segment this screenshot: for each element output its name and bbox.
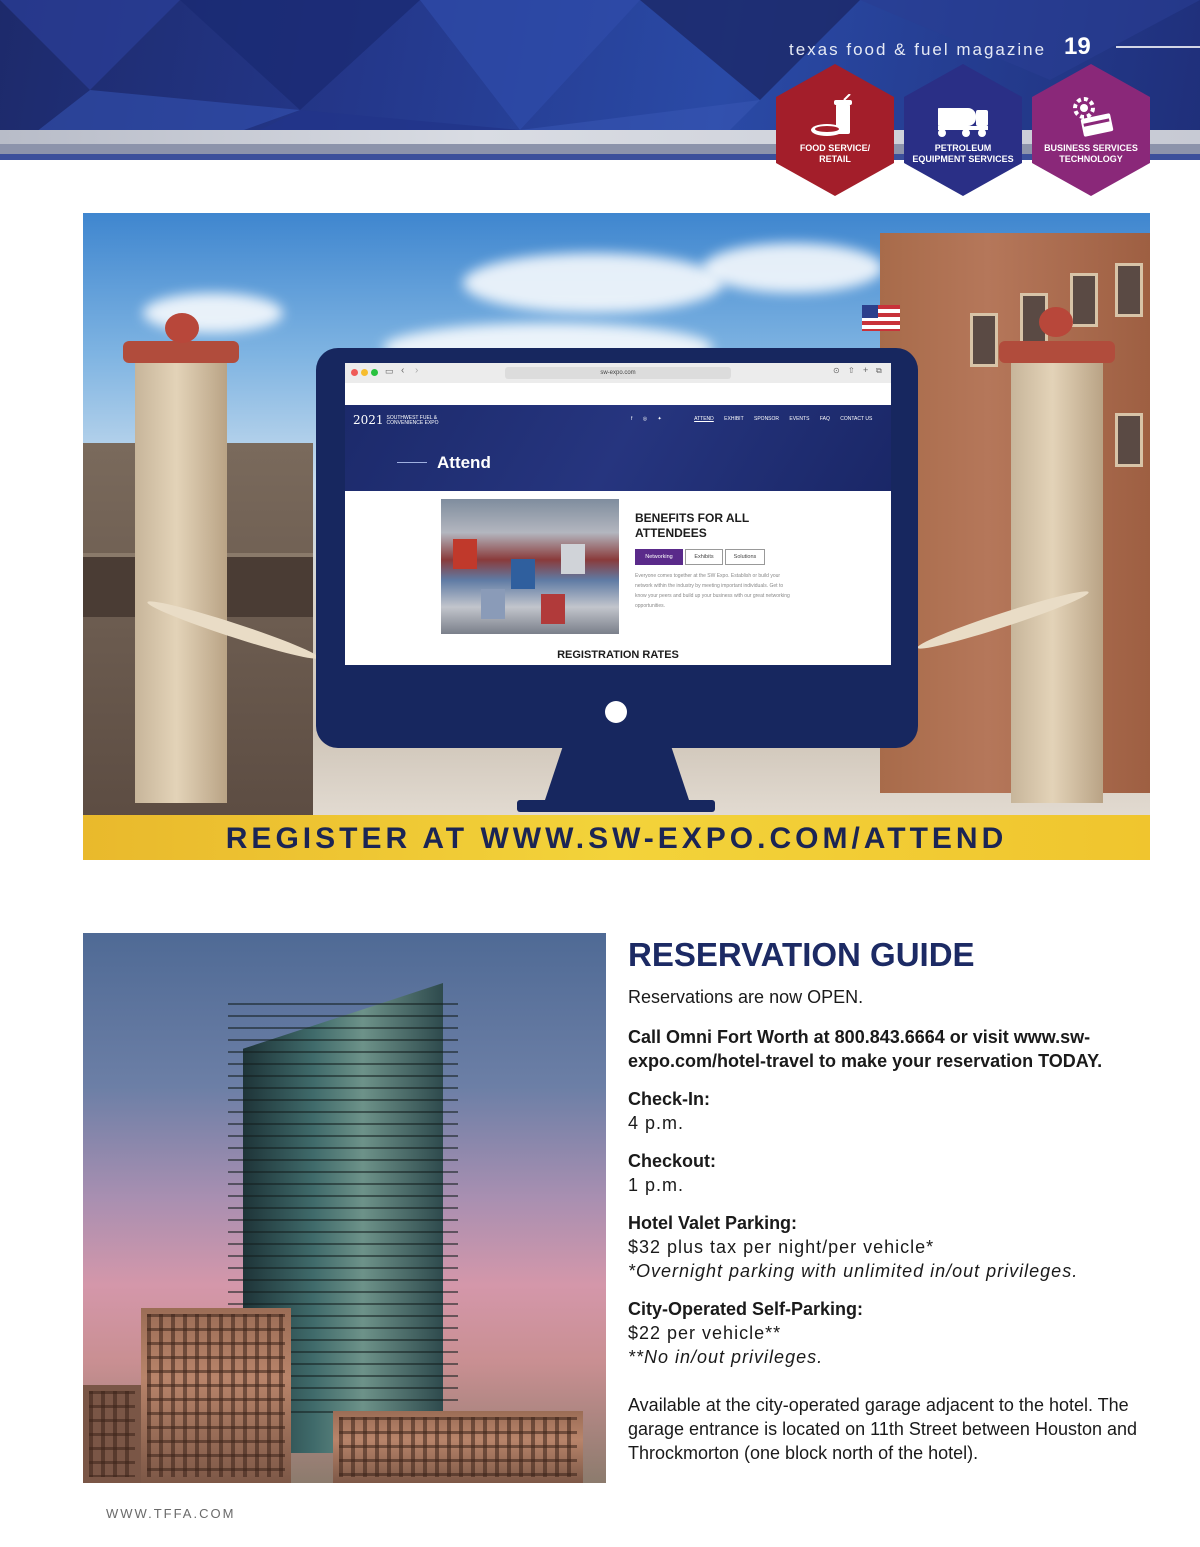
- minimize-window-icon[interactable]: [361, 369, 368, 376]
- instagram-icon[interactable]: ◎: [642, 416, 648, 422]
- title-rule: [397, 462, 427, 463]
- tab-solutions[interactable]: Solutions: [725, 549, 765, 565]
- monitor-base: [517, 800, 715, 812]
- benefits-heading: BENEFITS FOR ALL ATTENDEES: [635, 511, 749, 540]
- badge-label: FOOD SERVICE/ RETAIL: [799, 143, 871, 164]
- reservation-intro: Reservations are now OPEN.: [628, 987, 864, 1007]
- share-icon[interactable]: ⇧: [848, 366, 855, 375]
- checkout-value: 1 p.m.: [628, 1175, 685, 1195]
- fuel-truck-icon: [938, 94, 988, 140]
- monitor-stand: [545, 748, 689, 800]
- facebook-icon[interactable]: f: [631, 416, 633, 422]
- registration-heading: REGISTRATION RATES: [557, 649, 679, 661]
- reservation-guide: [628, 935, 1168, 1465]
- checkin-label: Check-In:: [628, 1089, 711, 1109]
- monitor-power-dot: [605, 701, 627, 723]
- nav-contact[interactable]: CONTACT US: [840, 416, 873, 422]
- gear-and-card-icon: [1066, 94, 1116, 140]
- hotel-podium: [333, 1411, 583, 1483]
- us-flag: [862, 305, 900, 331]
- badge-food-service: [776, 64, 894, 196]
- right-pillar: [1011, 363, 1103, 803]
- expo-floor-photo: [441, 499, 619, 634]
- nav-exhibit[interactable]: EXHIBIT: [724, 416, 744, 422]
- hotel-photo: [83, 933, 606, 1483]
- cloud: [463, 253, 723, 313]
- left-pillar: [135, 363, 227, 803]
- valet-label: Hotel Valet Parking:: [628, 1213, 798, 1233]
- badge-business-services: [1032, 64, 1150, 196]
- page-number: 19: [1064, 33, 1091, 60]
- forward-icon[interactable]: ›: [415, 365, 419, 376]
- header-rule: [1116, 46, 1200, 48]
- register-banner: [83, 815, 1150, 860]
- self-parking-note: **No in/out privileges.: [628, 1347, 824, 1367]
- cloud: [143, 293, 283, 333]
- nav-sponsor[interactable]: SPONSOR: [754, 416, 780, 422]
- badge-petroleum: [904, 64, 1022, 196]
- reservation-title: RESERVATION GUIDE: [628, 936, 975, 973]
- badge-label: PETROLEUM EQUIPMENT SERVICES: [912, 143, 1014, 164]
- tabs-icon[interactable]: ⧉: [876, 366, 882, 375]
- reservation-cta: Call Omni Fort Worth at 800.843.6664 or visit www.sw-expo.com/hotel-travel to make your reservation TODAY.: [628, 1027, 1103, 1071]
- neighbor-building: [83, 1385, 141, 1483]
- self-parking-value: $22 per vehicle**: [628, 1323, 782, 1343]
- cloud: [703, 243, 883, 293]
- hero-image: [83, 213, 1150, 860]
- site-page-title: Attend: [437, 453, 491, 472]
- benefits-paragraph: Everyone comes together at the SW Expo. Establish or build your network within the industry by meeting important individuals. Get to know your peers and build up your business with our great networking opportunities.: [635, 573, 790, 609]
- magazine-title: texas food & fuel magazine: [789, 40, 1047, 59]
- valet-note: *Overnight parking with unlimited in/out privileges.: [628, 1261, 1079, 1281]
- site-logo[interactable]: 2021 SOUTHWEST FUEL & CONVENIENCE EXPO: [353, 413, 439, 427]
- tab-exhibits[interactable]: Exhibits: [685, 549, 723, 565]
- garage-info: Available at the city-operated garage adjacent to the hotel. The garage entrance is located on 11th Street between Houston and Throckmorton (one block north of the hotel).: [628, 1395, 1138, 1463]
- badge-label: BUSINESS SERVICES TECHNOLOGY: [1044, 143, 1138, 164]
- site-header: [345, 405, 891, 491]
- self-parking-label: City-Operated Self-Parking:: [628, 1299, 864, 1319]
- valet-value: $32 plus tax per night/per vehicle*: [628, 1237, 935, 1257]
- checkin-value: 4 p.m.: [628, 1113, 685, 1133]
- register-text[interactable]: REGISTER AT WWW.SW-EXPO.COM/ATTEND: [225, 822, 1008, 855]
- tab-networking[interactable]: Networking: [635, 549, 683, 565]
- twitter-icon[interactable]: ✦: [657, 416, 662, 422]
- maximize-window-icon[interactable]: [371, 369, 378, 376]
- browser-toolbar: [345, 363, 891, 384]
- nav-faq[interactable]: FAQ: [819, 416, 830, 422]
- website-screen: [345, 363, 891, 665]
- footer-website[interactable]: WWW.TFFA.COM: [106, 1506, 236, 1521]
- checkout-label: Checkout:: [628, 1151, 717, 1171]
- sidebar-icon[interactable]: ▭: [385, 366, 394, 376]
- url-bar[interactable]: sw-expo.com: [505, 367, 731, 379]
- nav-events[interactable]: EVENTS: [789, 416, 810, 422]
- close-window-icon[interactable]: [351, 369, 358, 376]
- download-icon[interactable]: ⊙: [833, 366, 840, 375]
- back-icon[interactable]: ‹: [401, 365, 405, 376]
- new-tab-icon[interactable]: +: [863, 365, 869, 375]
- drink-and-hotdog-icon: [810, 94, 860, 140]
- hotel-low-wing: [141, 1308, 291, 1483]
- nav-attend[interactable]: ATTEND: [694, 416, 714, 422]
- site-nav: [631, 416, 881, 422]
